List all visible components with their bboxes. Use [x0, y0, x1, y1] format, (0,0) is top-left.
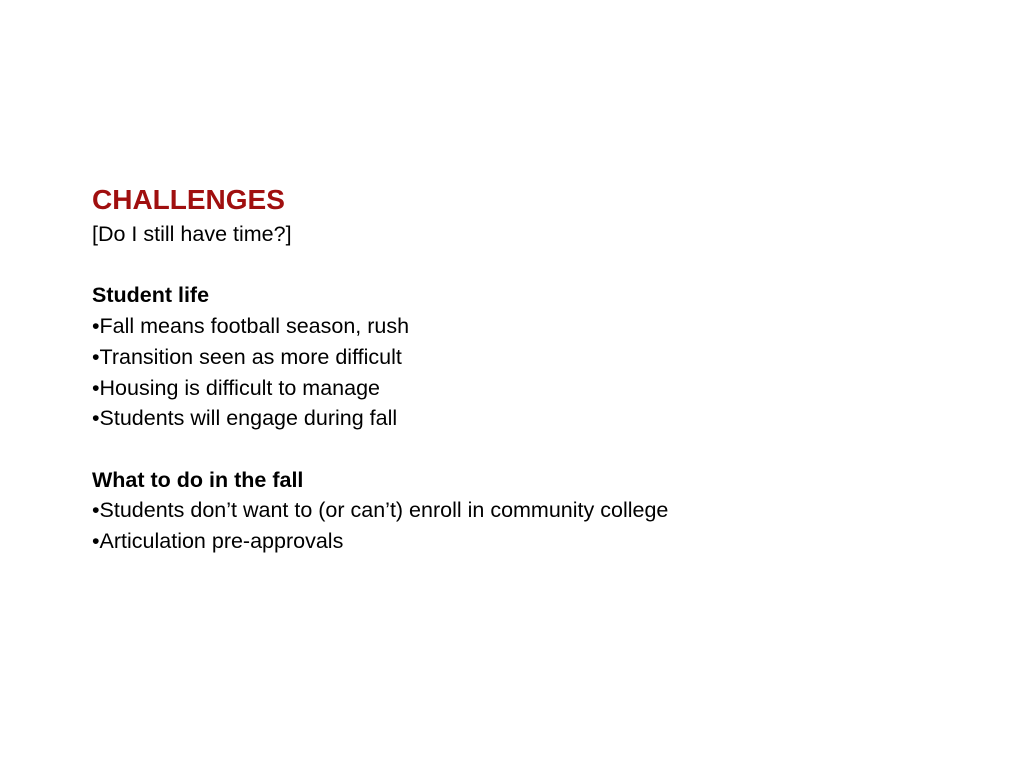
section-heading: What to do in the fall	[92, 467, 304, 492]
bullet-item: •Housing is difficult to manage	[92, 375, 380, 400]
bullet-item: •Fall means football season, rush	[92, 314, 410, 339]
slide-subtitle: [Do I still have time?]	[92, 222, 292, 246]
spacer	[92, 250, 668, 281]
spacer	[92, 434, 668, 465]
section-what-to-do-in-the-fall	[92, 465, 668, 557]
slide-title: CHALLENGES	[92, 184, 285, 215]
bullet-item: •Students don’t want to (or can’t) enroll in community college	[92, 498, 669, 523]
section-student-life	[92, 280, 668, 434]
section-heading: Student life	[92, 283, 210, 308]
slide-content	[92, 181, 668, 557]
bullet-item: •Articulation pre-approvals	[92, 529, 344, 553]
bullet-item: •Students will engage during fall	[92, 406, 398, 431]
bullet-item: •Transition seen as more difficult	[92, 344, 402, 369]
